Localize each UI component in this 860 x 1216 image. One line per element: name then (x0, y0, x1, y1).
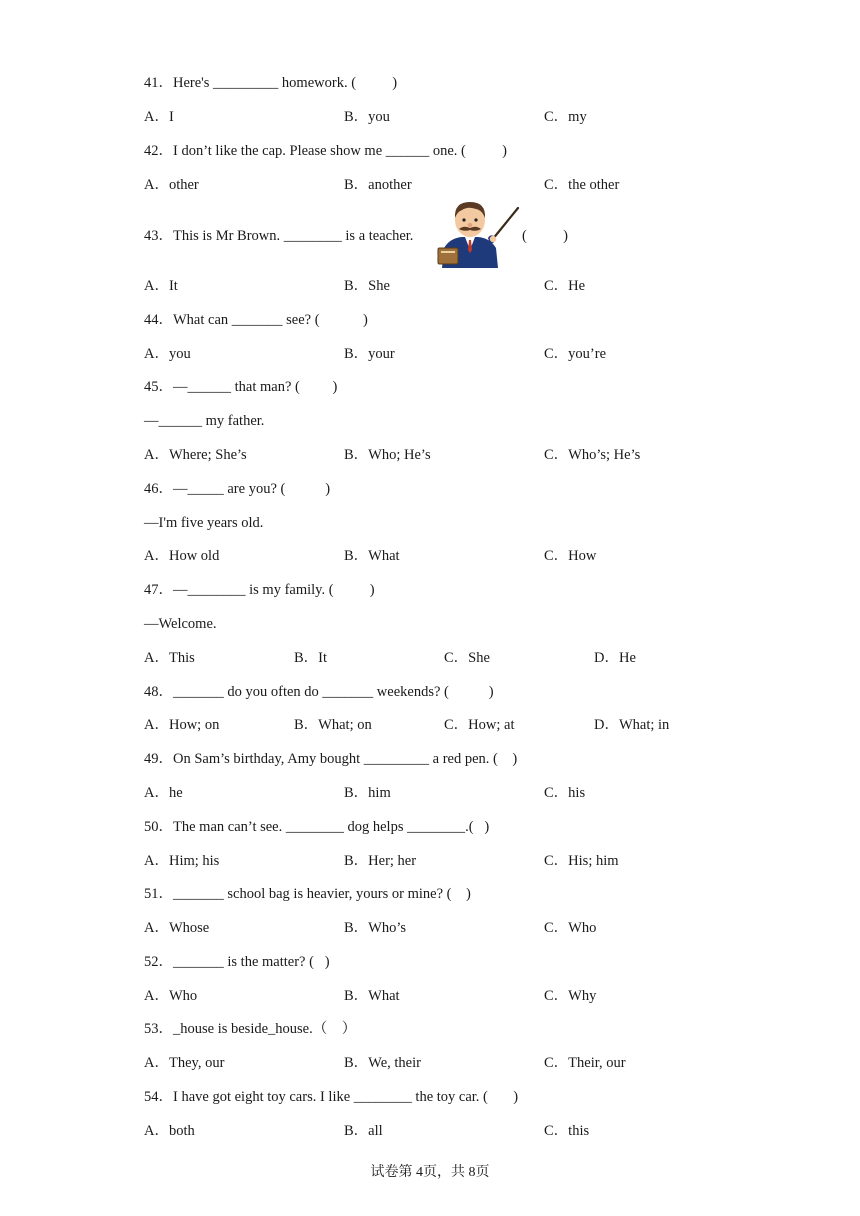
teacher-illustration (432, 198, 520, 268)
question-49-options (144, 784, 764, 802)
option-c[interactable]: C．this (544, 1123, 590, 1139)
option-a[interactable]: A．How old (144, 548, 220, 564)
question-44-options (144, 345, 764, 363)
option-b[interactable]: B．We, their (344, 1055, 421, 1071)
option-b[interactable]: B．What; on (294, 717, 372, 733)
option-c[interactable]: C．Who’s; He’s (544, 447, 641, 463)
option-b[interactable]: B．What (344, 548, 400, 564)
option-b[interactable]: B．another (344, 177, 412, 193)
option-c[interactable]: C．the other (544, 177, 620, 193)
question-45-stem: 45．—______ that man? ( ) (144, 379, 338, 395)
question-52-stem: 52．_______ is the matter? ( ) (144, 954, 330, 970)
option-a[interactable]: A．They, our (144, 1055, 225, 1071)
question-42-options (144, 176, 764, 194)
page-footer: 试卷第 4页，共 8页 (370, 1165, 490, 1180)
question-46-stem: 46．—_____ are you? ( ) (144, 481, 331, 497)
option-b[interactable]: B．you (344, 109, 390, 125)
question-42-stem: 42．I don’t like the cap. Please show me ______ one. ( ) (144, 143, 507, 159)
option-b[interactable]: B．What (344, 988, 400, 1004)
question-45-reply: —______ my father. (144, 413, 265, 429)
option-c[interactable]: C．Who (544, 920, 597, 936)
option-a[interactable]: A．Where; She’s (144, 447, 247, 463)
option-c[interactable]: C．Their, our (544, 1055, 626, 1071)
option-b[interactable]: B．It (294, 650, 328, 666)
question-52-options (144, 987, 764, 1005)
question-51-options (144, 919, 764, 937)
option-d[interactable]: D．What; in (594, 717, 670, 733)
question-41-stem: 41．Here's _________ homework. ( ) (144, 75, 398, 91)
question-49-stem: 49．On Sam’s birthday, Amy bought _________ a red pen. ( ) (144, 751, 518, 767)
option-a[interactable]: A．other (144, 177, 199, 193)
option-b[interactable]: B．Who’s (344, 920, 407, 936)
question-48-options (144, 716, 764, 734)
question-53-options (144, 1054, 764, 1072)
option-c[interactable]: C．Why (544, 988, 597, 1004)
option-b[interactable]: B．She (344, 278, 390, 294)
question-54-options (144, 1122, 764, 1140)
question-46-reply: —I'm five years old. (144, 515, 264, 531)
option-a[interactable]: A．you (144, 346, 191, 362)
question-43-options (144, 277, 764, 295)
question-43-stem: 43．This is Mr Brown. ________ is a teacher. (144, 228, 414, 244)
option-a[interactable]: A．Who (144, 988, 198, 1004)
option-a[interactable]: A．I (144, 109, 174, 125)
option-c[interactable]: C．my (544, 109, 587, 125)
option-b[interactable]: B．him (344, 785, 391, 801)
option-a[interactable]: A．This (144, 650, 195, 666)
option-a[interactable]: A．Him; his (144, 853, 220, 869)
question-48-stem: 48．_______ do you often do _______ weekends? ( ) (144, 684, 494, 700)
question-50-stem: 50．The man can’t see. ________ dog helps ________.( ) (144, 819, 490, 835)
option-c[interactable]: C．you’re (544, 346, 607, 362)
option-c[interactable]: C．How (544, 548, 597, 564)
option-c[interactable]: C．His; him (544, 853, 619, 869)
question-47-stem: 47．—________ is my family. ( ) (144, 582, 375, 598)
question-47-reply: —Welcome. (144, 616, 217, 632)
question-47-options (144, 649, 764, 667)
option-c[interactable]: C．She (444, 650, 490, 666)
option-a[interactable]: A．How; on (144, 717, 220, 733)
option-c[interactable]: C．He (544, 278, 586, 294)
option-d[interactable]: D．He (594, 650, 636, 666)
option-c[interactable]: C．How; at (444, 717, 515, 733)
option-b[interactable]: B．all (344, 1123, 383, 1139)
question-54-stem: 54．I have got eight toy cars. I like ________ the toy car. ( ) (144, 1089, 519, 1105)
option-b[interactable]: B．Her; her (344, 853, 417, 869)
question-45-options (144, 446, 764, 464)
question-50-options (144, 852, 764, 870)
option-c[interactable]: C．his (544, 785, 586, 801)
question-43-answer-blank: ( ) (522, 228, 568, 244)
option-a[interactable]: A．It (144, 278, 178, 294)
option-a[interactable]: A．both (144, 1123, 195, 1139)
option-b[interactable]: B．Who; He’s (344, 447, 431, 463)
question-44-stem: 44．What can _______ see? ( ) (144, 312, 368, 328)
question-41-options (144, 108, 764, 126)
option-a[interactable]: A．he (144, 785, 183, 801)
question-46-options (144, 547, 764, 565)
question-53-stem: 53．_house is beside_house.（ ） (144, 1021, 357, 1037)
option-b[interactable]: B．your (344, 346, 395, 362)
option-a[interactable]: A．Whose (144, 920, 210, 936)
question-51-stem: 51．_______ school bag is heavier, yours or mine? ( ) (144, 886, 471, 902)
